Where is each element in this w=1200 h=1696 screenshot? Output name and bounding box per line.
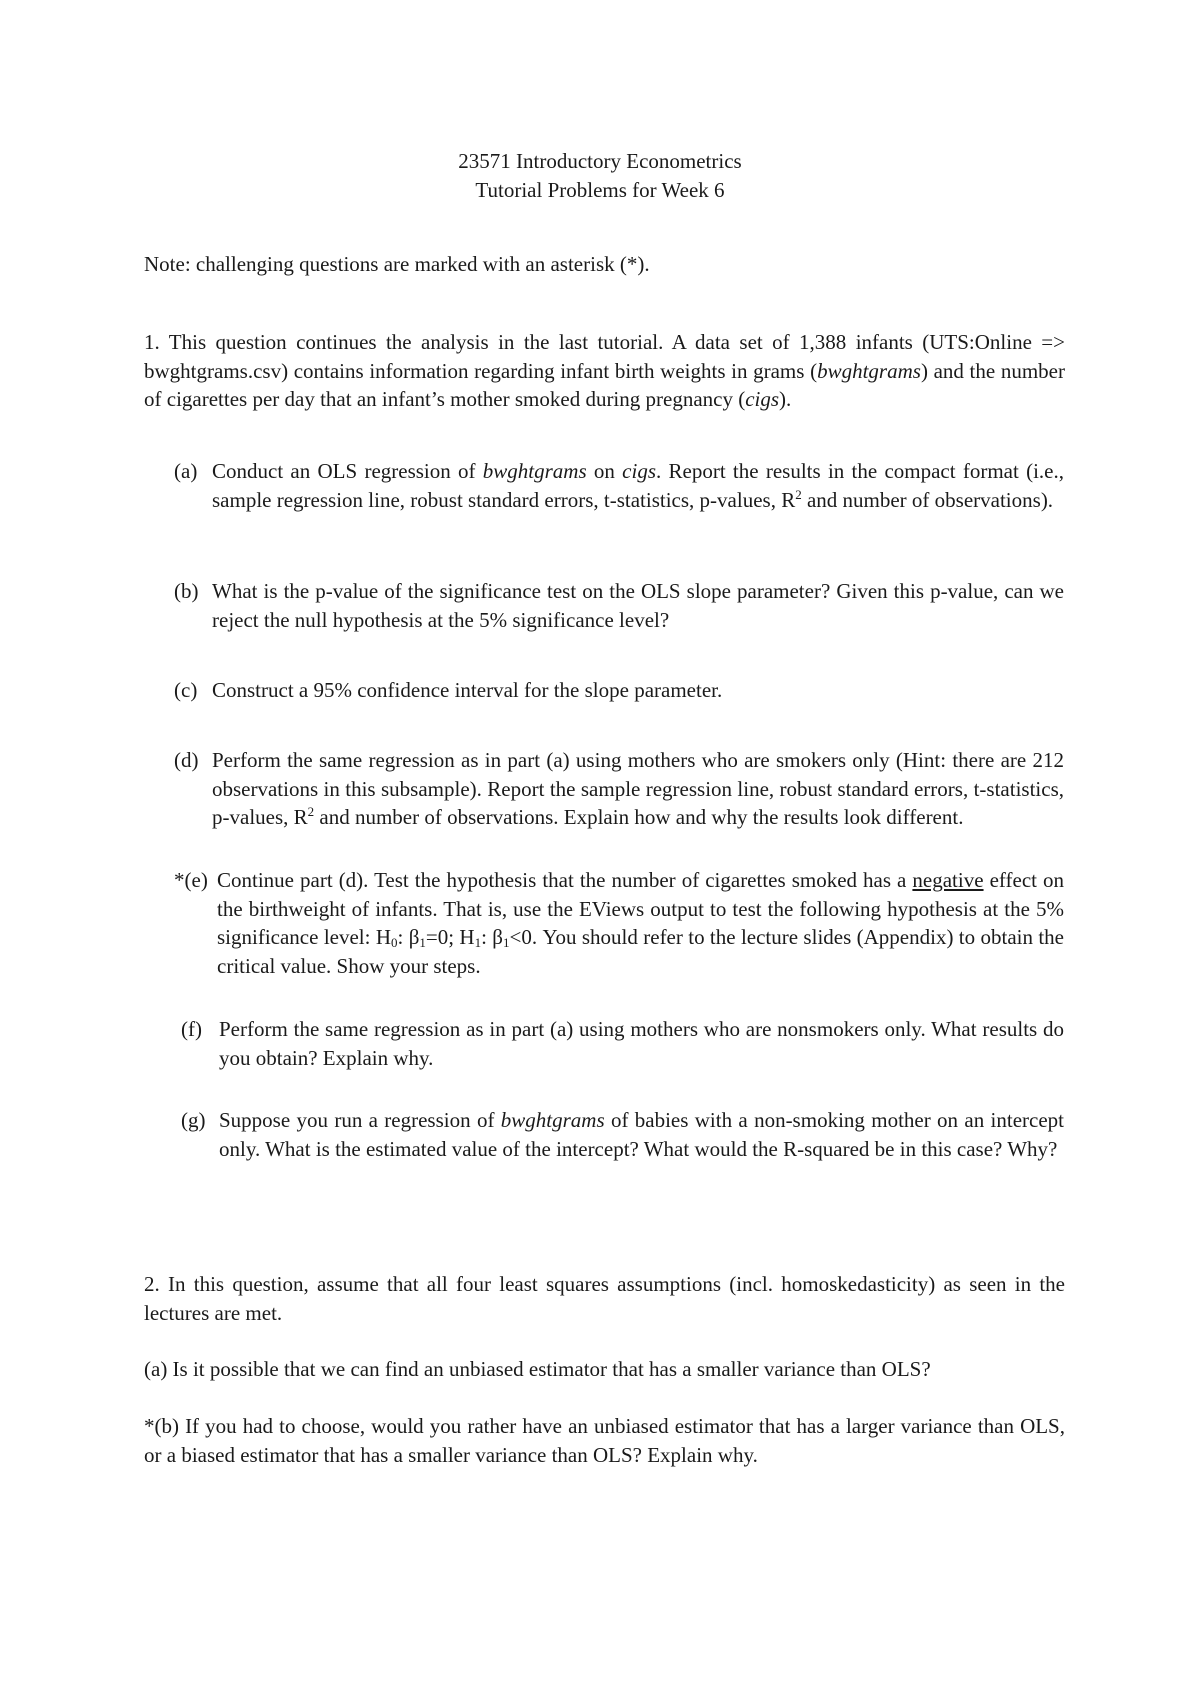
question-1b [174, 577, 1064, 634]
question-1d-text: Perform the same regression as in part (a) using mothers who are smokers only (Hint: there are 212 observations in this subsample). Report the sample regression line, robust standard errors, t-statistics, p-values, $R^2$ and number of observations. Explain how and why the results look different. [212, 748, 1064, 829]
question-1e [174, 866, 1064, 980]
question-1g-text: Suppose you run a regression of bwghtgrams of babies with a non-smoking mother on an intercept only. What is the estimated value of the intercept? What would the R-squared be in this case? Why? [219, 1108, 1064, 1161]
question-1f [181, 1015, 1064, 1072]
question-1a-text: Conduct an OLS regression of bwghtgrams on cigs. Report the results in the compact format (i.e., sample regression line, robust standard errors, t-statistics, p-values, $R^2$ and number of observations). [212, 459, 1064, 512]
tutorial-subtitle: Tutorial Problems for Week 6 [475, 178, 725, 202]
question-1a [174, 457, 1064, 514]
question-1f-text: Perform the same regression as in part (a) using mothers who are nonsmokers only. What results do you obtain? Explain why. [219, 1017, 1064, 1070]
question-1e-text: Continue part (d). Test the hypothesis that the number of cigarettes smoked has a negative effect on the birthweight of infants. That is, use the EViews output to test the following hypothesis at the 5% significance level: H0: β1=0; H1: β1<0. You should refer to the lecture slides (Appendix) to obtain the critical value. Show your steps. [217, 868, 1065, 978]
question-2a: (a) Is it possible that we can find an unbiased estimator that has a smaller variance than OLS? [144, 1357, 931, 1381]
note-line: Note: challenging questions are marked with an asterisk (*). [144, 252, 650, 276]
question-1g [181, 1106, 1064, 1163]
question-1g-label: (g) [181, 1108, 206, 1132]
question-2b: *(b) If you had to choose, would you rather have an unbiased estimator that has a larger variance than OLS, or a biased estimator that has a smaller variance than OLS? Explain why. [144, 1414, 1065, 1467]
question-1f-label: (f) [181, 1017, 202, 1041]
question-2-intro: 2. In this question, assume that all four least squares assumptions (incl. homoskedasticity) as seen in the lectures are met. [144, 1272, 1065, 1325]
question-1-intro: 1. This question continues the analysis in the last tutorial. A data set of 1,388 infants (UTS:Online => bwghtgrams.csv) contains information regarding infant birth weights in grams (bwghtgrams) and the number of cigarettes per day that an infant’s mother smoked during pregnancy (cigs). [144, 330, 1065, 411]
question-1d [174, 746, 1064, 832]
question-1a-label: (a) [174, 459, 198, 483]
question-1c-text: Construct a 95% confidence interval for the slope parameter. [212, 678, 723, 702]
question-1b-text: What is the p-value of the significance test on the OLS slope parameter? Given this p-value, can we reject the null hypothesis at the 5% significance level? [212, 579, 1064, 632]
question-1d-label: (d) [174, 748, 199, 772]
question-1e-label: *(e) [174, 868, 208, 892]
question-1c-label: (c) [174, 678, 198, 702]
question-1c [174, 676, 1064, 705]
course-title: 23571 Introductory Econometrics [458, 149, 742, 173]
negative-emphasis: negative [912, 868, 984, 892]
question-1b-label: (b) [174, 579, 199, 603]
